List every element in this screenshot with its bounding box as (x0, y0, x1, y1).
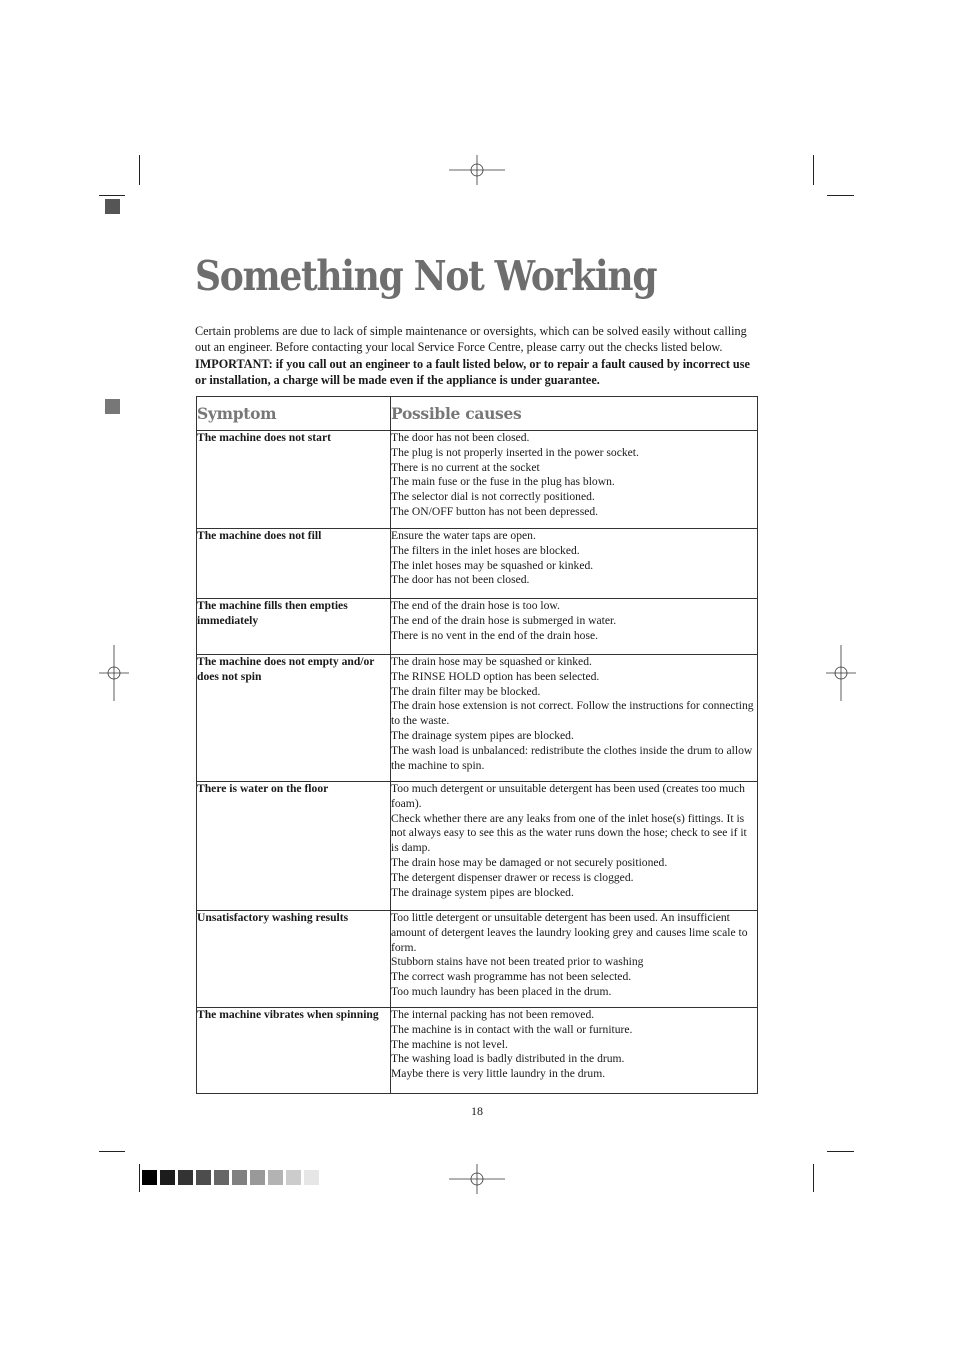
cause-list (391, 529, 757, 588)
cause-item: The washing load is badly distributed in the drum. (391, 1052, 625, 1066)
table-row (197, 599, 758, 655)
gray-swatch (214, 1170, 229, 1185)
cause-list (391, 911, 757, 1000)
cause-list (391, 431, 757, 520)
cause-item: The end of the drain hose is too low. (391, 599, 560, 612)
page-title: Something Not Working (195, 252, 657, 300)
gray-swatch (160, 1170, 175, 1185)
gray-swatch (304, 1170, 319, 1185)
margin-square (105, 199, 120, 214)
cause-list (391, 655, 757, 773)
cause-item: The machine is not level. (391, 1037, 508, 1051)
cause-list (391, 1008, 757, 1082)
causes-cell (391, 1008, 758, 1094)
table-row (197, 655, 758, 782)
table-body (197, 431, 758, 1094)
gray-swatch (178, 1170, 193, 1185)
table-header-row (197, 397, 758, 431)
table-row (197, 1008, 758, 1094)
cause-item: The main fuse or the fuse in the plug has blown. (391, 475, 615, 489)
cause-item: The filters in the inlet hoses are blocked. (391, 543, 580, 557)
cause-list (391, 782, 757, 900)
symptom-cell: The machine does not start (197, 431, 391, 529)
important-notice: IMPORTANT: if you call out an engineer to a fault listed below, or to repair a fault caused by incorrect use or installation, a charge will be made even if the appliance is under guarantee. (195, 357, 750, 387)
causes-cell (391, 911, 758, 1008)
cause-item: Maybe there is very little laundry in the drum. (391, 1067, 606, 1081)
causes-cell (391, 529, 758, 599)
symptom-header: Symptom (197, 397, 391, 431)
table-row (197, 782, 758, 911)
cause-item: The wash load is unbalanced: redistribute the clothes inside the drum to allow the machine to spin. (391, 743, 753, 772)
cause-item: The drain filter may be blocked. (391, 684, 541, 698)
gray-swatch (286, 1170, 301, 1185)
cause-item: The drain hose may be damaged or not securely positioned. (391, 855, 668, 869)
troubleshooting-table (196, 396, 758, 1094)
cause-item: The selector dial is not correctly positioned. (391, 490, 595, 504)
symptom-cell: There is water on the floor (197, 782, 391, 911)
page-number: 18 (471, 1104, 483, 1118)
crop-mark (827, 1151, 854, 1152)
causes-header: Possible causes (391, 397, 758, 431)
cause-list (391, 599, 757, 643)
cause-item: Stubborn stains have not been treated prior to washing (391, 955, 644, 969)
cause-item: The RINSE HOLD option has been selected. (391, 669, 600, 683)
gray-swatch (196, 1170, 211, 1185)
registration-mark (449, 1164, 505, 1194)
gray-swatch (232, 1170, 247, 1185)
cause-item: The plug is not properly inserted in the power socket. (391, 445, 639, 459)
cause-item: Ensure the water taps are open. (391, 529, 536, 542)
symptom-cell: The machine does not fill (197, 529, 391, 599)
cause-item: There is no vent in the end of the drain hose. (391, 628, 599, 642)
cause-item: There is no current at the socket (391, 460, 540, 474)
gray-swatch (268, 1170, 283, 1185)
cause-item: The door has not been closed. (391, 573, 530, 587)
table-row (197, 431, 758, 529)
registration-mark (826, 645, 856, 701)
cause-item: The door has not been closed. (391, 431, 530, 444)
cause-item: The detergent dispenser drawer or recess is clogged. (391, 870, 634, 884)
cause-item: The drainage system pipes are blocked. (391, 885, 574, 899)
crop-mark (813, 1164, 814, 1192)
symptom-cell: The machine does not empty and/or does not spin (197, 655, 391, 782)
crop-mark (813, 155, 814, 185)
causes-cell (391, 655, 758, 782)
cause-item: The inlet hoses may be squashed or kinked. (391, 558, 594, 572)
table-row (197, 529, 758, 599)
causes-cell (391, 782, 758, 911)
symptom-cell: The machine fills then empties immediately (197, 599, 391, 655)
symptom-cell: The machine vibrates when spinning (197, 1008, 391, 1094)
registration-mark (99, 645, 129, 701)
table-row (197, 911, 758, 1008)
margin-square (105, 399, 120, 414)
cause-item: The end of the drain hose is submerged in water. (391, 613, 617, 627)
registration-mark (449, 155, 505, 185)
crop-mark (99, 195, 125, 196)
cause-item: Too much laundry has been placed in the drum. (391, 984, 612, 998)
crop-mark (99, 1151, 125, 1152)
causes-cell (391, 431, 758, 529)
cause-item: Too little detergent or unsuitable detergent has been used. An insufficient amount of detergent leaves the laundry looking grey and causes lime scale to form. (391, 911, 748, 954)
causes-cell (391, 599, 758, 655)
cause-item: Too much detergent or unsuitable detergent has been used (creates too much foam). (391, 782, 745, 810)
intro-paragraph: Certain problems are due to lack of simple maintenance or oversights, which can be solved easily without calling out an engineer. Before contacting your local Service Force Centre, please carry out the checks listed below. (195, 324, 747, 354)
symptom-cell: Unsatisfactory washing results (197, 911, 391, 1008)
cause-item: The correct wash programme has not been selected. (391, 970, 632, 984)
gray-swatch (250, 1170, 265, 1185)
cause-item: The drain hose extension is not correct. Follow the instructions for connecting to the waste. (391, 699, 754, 728)
cause-item: The ON/OFF button has not been depressed. (391, 504, 599, 518)
crop-mark (139, 155, 140, 185)
gray-swatch (142, 1170, 157, 1185)
cause-item: The drain hose may be squashed or kinked. (391, 655, 592, 668)
crop-mark (827, 195, 854, 196)
cause-item: The drainage system pipes are blocked. (391, 728, 574, 742)
crop-mark (139, 1164, 140, 1192)
cause-item: Check whether there are any leaks from one of the inlet hose(s) fittings. It is not always easy to see this as the water runs down the hose; check to see if it is damp. (391, 811, 747, 855)
cause-item: The internal packing has not been removed. (391, 1008, 595, 1021)
cause-item: The machine is in contact with the wall or furniture. (391, 1022, 633, 1036)
